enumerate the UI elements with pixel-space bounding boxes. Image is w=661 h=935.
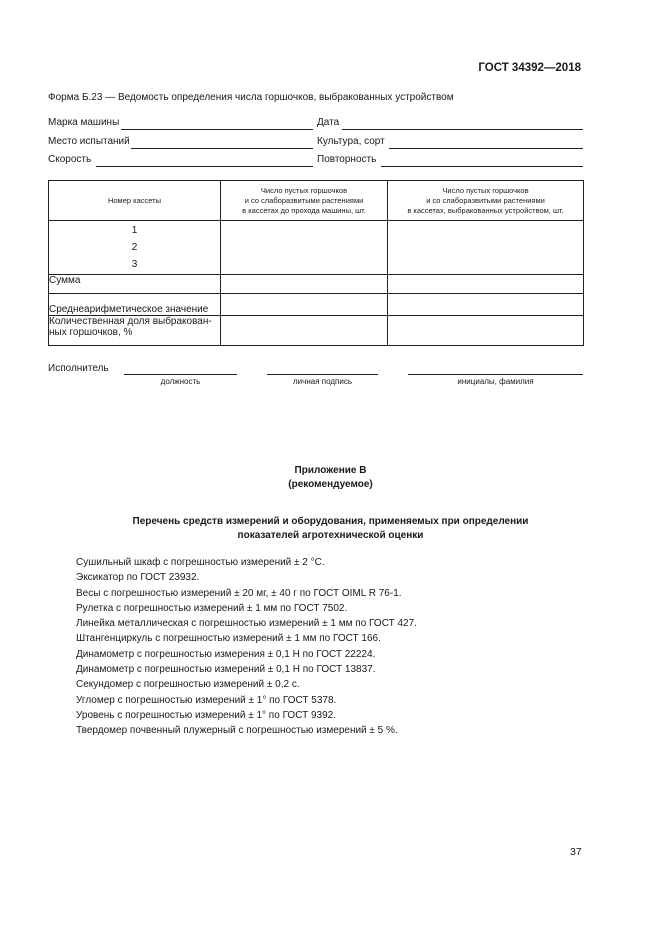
page-number: 37: [570, 846, 582, 858]
signature-line-position[interactable]: [124, 374, 237, 375]
table-row-sum: [49, 275, 584, 294]
form-title: Форма Б.23 — Ведомость определения числа горшочков, выбракованных устройством: [48, 92, 454, 103]
row-label-sum: Сумма: [49, 275, 221, 294]
header-rejected: [388, 181, 584, 221]
appendix-title: Приложение В: [294, 465, 367, 476]
share-before-cell[interactable]: [221, 316, 388, 346]
signature-caption-position: должность: [160, 377, 201, 386]
appendix-heading-line-2: показателей агротехнической оценки: [237, 530, 424, 541]
table-row-cassettes: [49, 221, 584, 275]
cassette-number: 3: [131, 259, 138, 270]
field-label-machine: Марка машины: [48, 117, 120, 128]
cassette-number: 1: [131, 225, 138, 236]
field-line-speed[interactable]: [96, 166, 313, 167]
field-line-machine[interactable]: [121, 129, 313, 130]
field-line-crop[interactable]: [389, 148, 583, 149]
field-label-repeat: Повторность: [317, 154, 377, 165]
signature-caption-name: инициалы, фамилия: [457, 377, 534, 386]
list-item: Сушильный шкаф с погрешностью измерений ± 2 °С.: [76, 557, 325, 568]
equipment-list: [76, 555, 417, 739]
row-label-share-line-1: Количественная доля выбракован-: [49, 316, 212, 327]
signature-line-sign[interactable]: [267, 374, 378, 375]
mean-rejected-cell[interactable]: [388, 294, 584, 316]
header-before-line-3: в кассетах до прохода машины, шт.: [242, 205, 366, 215]
row-label-share: [49, 316, 221, 346]
list-item: Твердомер почвенный плужерный с погрешностью измерений ± 5 %.: [76, 725, 398, 737]
cassette-numbers-cell: [49, 221, 221, 275]
list-item: Эксикатор по ГОСТ 23932.: [76, 572, 200, 584]
signature-label: Исполнитель: [48, 363, 109, 374]
list-item: Угломер с погрешностью измерений ± 1° по ГОСТ 5378.: [76, 694, 337, 706]
row-label-share-line-2: ных горшочков, %: [49, 327, 133, 338]
list-item: Рулетка с погрешностью измерений ± 1 мм по ГОСТ 7502.: [76, 602, 348, 614]
list-item: Секундомер с погрешностью измерений ± 0,2 с.: [76, 679, 300, 691]
field-label-crop: Культура, сорт: [317, 136, 385, 147]
field-label-speed: Скорость: [48, 154, 92, 165]
table-header-row: [49, 181, 584, 221]
mean-before-cell[interactable]: [221, 294, 388, 316]
header-before-pass: [221, 181, 388, 221]
sum-rejected-cell[interactable]: [388, 275, 584, 294]
list-item: Линейка металлическая с погрешностью измерений ± 1 мм по ГОСТ 427.: [76, 618, 417, 630]
sum-before-cell[interactable]: [221, 275, 388, 294]
field-label-place: Место испытаний: [48, 136, 130, 147]
header-before-line-1: Число пустых горшочков: [260, 185, 348, 195]
signature-caption-sign: личная подпись: [293, 377, 352, 386]
appendix-subtitle: (рекомендуемое): [288, 479, 373, 490]
appendix-heading-line-1: Перечень средств измерений и оборудования, применяемых при определении: [132, 516, 529, 527]
header-before-line-2: и со слаборазвитыми растениями: [244, 195, 364, 205]
header-rejected-line-2: и со слаборазвитыми растениями: [426, 195, 545, 205]
list-item: Штангенциркуль с погрешностью измерений ± 1 мм по ГОСТ 166.: [76, 633, 381, 645]
row-label-mean: Среднеарифметическое значение: [49, 294, 221, 316]
table-row-share: [49, 316, 584, 346]
cassettes-rejected-cell[interactable]: [388, 221, 584, 275]
header-rejected-line-3: в кассетах, выбракованных устройством, шт.: [407, 205, 564, 215]
signature-line-name[interactable]: [408, 374, 583, 375]
standard-header: ГОСТ 34392—2018: [478, 62, 581, 74]
table-row-mean: [49, 294, 584, 316]
field-line-repeat[interactable]: [381, 166, 583, 167]
field-label-date: Дата: [317, 117, 340, 128]
list-item: Весы с погрешностью измерений ± 20 мг, ± 40 г по ГОСТ OIML R 76-1.: [76, 587, 402, 599]
list-item: Уровень с погрешностью измерений ± 1° по ГОСТ 9392.: [76, 709, 336, 721]
cassettes-before-cell[interactable]: [221, 221, 388, 275]
results-table: [48, 180, 584, 346]
header-cassette-number: Номер кассеты: [49, 181, 221, 221]
share-rejected-cell[interactable]: [388, 316, 584, 346]
list-item: Динамометр с погрешностью измерений ± 0,1 Н по ГОСТ 13837.: [76, 664, 376, 676]
field-line-date[interactable]: [342, 129, 583, 130]
list-item: Динамометр с погрешностью измерения ± 0,1 Н по ГОСТ 22224.: [76, 648, 376, 660]
cassette-number: 2: [131, 242, 138, 253]
header-rejected-line-1: Число пустых горшочков: [442, 185, 529, 195]
field-line-place[interactable]: [131, 148, 313, 149]
